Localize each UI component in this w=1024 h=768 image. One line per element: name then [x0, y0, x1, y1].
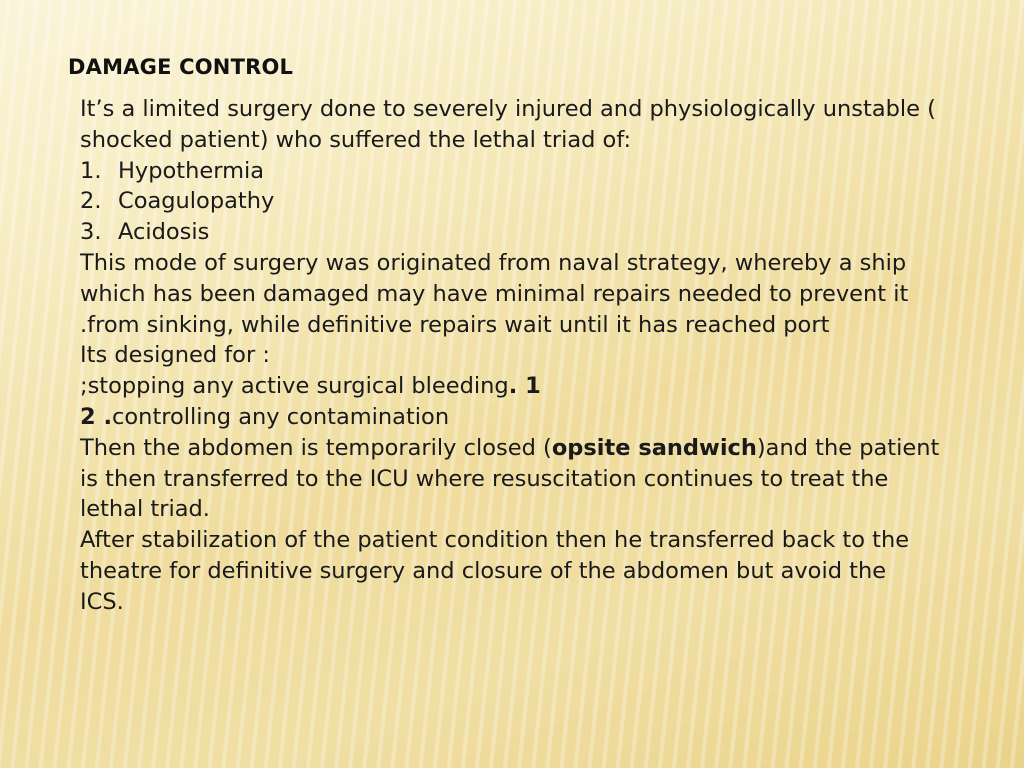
triad-item-acidosis	[80, 217, 995, 248]
origin-line-2: which has been damaged may have minimal repairs needed to prevent it	[80, 280, 909, 307]
designed-for-heading: Its designed for :	[80, 342, 270, 369]
closure-line-3: lethal triad.	[80, 496, 210, 523]
goal-1-text: ;stopping any active surgical bleeding	[80, 373, 509, 400]
slide-title: DAMAGE CONTROL	[68, 55, 294, 79]
triad-number: 2.	[80, 188, 102, 215]
intro-line-1: It’s a limited surgery done to severely injured and physiologically unstable (	[80, 96, 936, 122]
triad-text: Acidosis	[118, 219, 210, 246]
closure-line-2: is then transferred to the ICU where resuscitation continues to treat the	[80, 465, 889, 492]
triad-item-coagulopathy	[80, 186, 995, 217]
after-line-2: theatre for definitive surgery and closure of the abdomen but avoid the	[80, 557, 887, 584]
triad-number: 3.	[80, 219, 102, 246]
goal-2-text: controlling any contamination	[112, 403, 450, 430]
triad-text: Coagulopathy	[118, 188, 275, 215]
closure-prefix: Then the abdomen is temporarily closed (	[80, 434, 552, 461]
closure-suffix: )and the patient	[756, 434, 940, 461]
triad-item-hypothermia	[80, 156, 995, 187]
triad-number: 1.	[80, 157, 102, 184]
goal-item-1	[80, 371, 995, 402]
intro-line-2: shocked patient) who suffered the lethal triad of:	[80, 126, 632, 153]
after-line-3: ICS.	[80, 588, 124, 615]
origin-line-1: This mode of surgery was originated from naval strategy, whereby a ship	[80, 249, 907, 276]
after-line-1: After stabilization of the patient condition then he transferred back to the	[80, 527, 910, 554]
slide-body	[80, 94, 995, 618]
goal-2-number: 2 .	[80, 403, 113, 430]
closure-line-1	[80, 433, 995, 464]
triad-text: Hypothermia	[118, 157, 265, 184]
goal-1-number: . 1	[508, 373, 541, 400]
origin-line-3: .from sinking, while definitive repairs wait until it has reached port	[80, 311, 830, 338]
goal-item-2	[80, 402, 995, 433]
closure-bold-term: opsite sandwich	[551, 434, 757, 461]
